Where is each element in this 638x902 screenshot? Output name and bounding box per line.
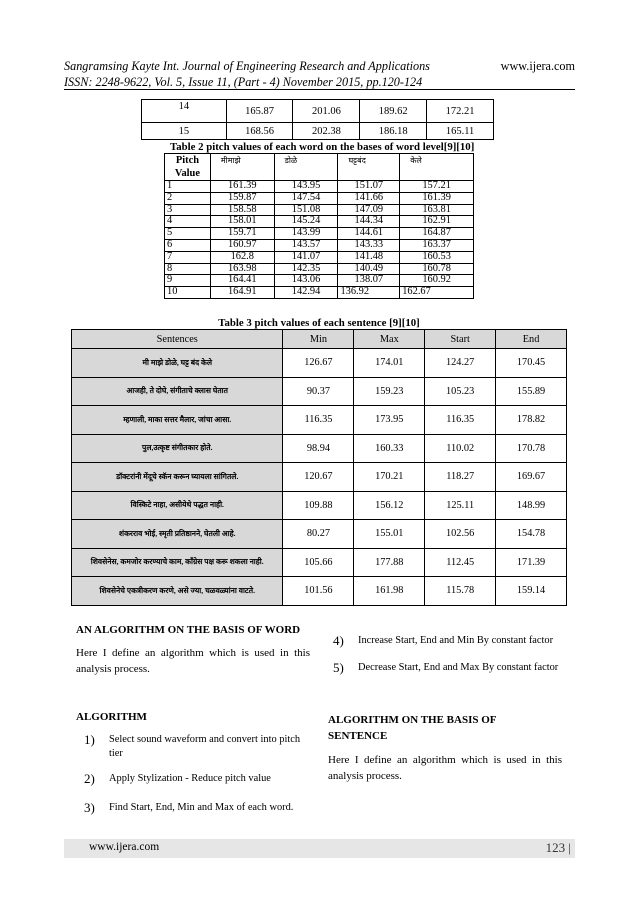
table-cell: 155.89 (496, 377, 567, 406)
header-line: Pitch (175, 155, 199, 166)
table-cell: 141.66 (338, 192, 400, 204)
table-cell: 14 (142, 100, 227, 123)
section-title-word-algorithm: AN ALGORITHM ON THE BASIS OF WORD (76, 624, 301, 636)
sentence-cell: शिवसेनेचे एकत्रीकरण करणे, असे ज्या, चळवळ्यांना वाटते. (72, 577, 283, 606)
table-cell: 170.78 (496, 434, 567, 463)
table-cell: 178.82 (496, 406, 567, 435)
table-row (165, 263, 474, 275)
table-cell: 160.78 (400, 263, 474, 275)
table-cell: 3 (165, 204, 211, 216)
table-cell: 9 (165, 275, 211, 287)
table-cell: 156.12 (354, 491, 425, 520)
table-cell: 165.87 (226, 100, 293, 123)
table-cell: 172.21 (427, 100, 494, 123)
journal-website[interactable]: www.ijera.com (500, 59, 575, 73)
section-paragraph: Here I define an algorithm which is used in this analysis process. (328, 754, 562, 782)
table-cell: 161.98 (354, 577, 425, 606)
table-cell: 144.34 (338, 216, 400, 228)
table-cell: 115.78 (425, 577, 496, 606)
table-cell: 5 (165, 228, 211, 240)
table-cell: 110.02 (425, 434, 496, 463)
table-cell: 8 (165, 263, 211, 275)
table-cell: 162.67 (400, 287, 474, 299)
table-row (72, 548, 567, 577)
table-3-sentence-pitch (71, 329, 567, 606)
table-cell: 159.87 (210, 192, 274, 204)
table-cell: 202.38 (293, 123, 360, 140)
table-cell: 140.49 (338, 263, 400, 275)
sentence-cell: म्हणाली, माका सत्तर मैलार, जांचा आसा. (72, 406, 283, 435)
column-header: डोळे (274, 154, 338, 181)
table-cell: 147.54 (274, 192, 338, 204)
table-cell: 147.09 (338, 204, 400, 216)
table-cell: 143.33 (338, 239, 400, 251)
table-row (165, 204, 474, 216)
table-row (165, 275, 474, 287)
table-cell: 126.67 (283, 349, 354, 378)
column-header: Min (283, 330, 354, 349)
table-cell: 157.21 (400, 181, 474, 193)
table-cell: 159.23 (354, 377, 425, 406)
table-cell: 171.39 (496, 548, 567, 577)
table-cell: 145.24 (274, 216, 338, 228)
list-number: 5) (333, 660, 344, 675)
table-row (72, 577, 567, 606)
table-row (165, 239, 474, 251)
column-header-pitch-value (165, 154, 211, 181)
table-cell: 118.27 (425, 463, 496, 492)
table-cell: 158.01 (210, 216, 274, 228)
table-row (72, 434, 567, 463)
list-text: Find Start, End, Min and Max of each word. (109, 802, 294, 813)
list-number: 4) (333, 633, 344, 648)
journal-citation (64, 58, 484, 90)
footer-website[interactable]: www.ijera.com (89, 841, 160, 853)
sentence-cell: डॉक्टरांनी मेंदूचे स्कॅन करून घ्यायला सांगितले. (72, 463, 283, 492)
table-cell: 143.99 (274, 228, 338, 240)
list-number: 1) (84, 732, 95, 747)
table-cell: 162.8 (210, 251, 274, 263)
table-cell: 170.21 (354, 463, 425, 492)
table-row (165, 228, 474, 240)
section-paragraph: Here I define an algorithm which is used in this analysis process. (76, 647, 310, 675)
sentence-cell: विस्किटे नाहा, असीयेथे पद्धत नाही. (72, 491, 283, 520)
table-cell: 141.48 (338, 251, 400, 263)
table-cell: 116.35 (283, 406, 354, 435)
table-cell: 124.27 (425, 349, 496, 378)
column-header: घट्टबंद (338, 154, 400, 181)
table-cell: 15 (142, 123, 227, 140)
table-cell: 112.45 (425, 548, 496, 577)
table-cell: 120.67 (283, 463, 354, 492)
table-cell: 2 (165, 192, 211, 204)
sentence-cell: शंकरराव भोई, स्मृती प्रतिष्ठानने, घेतली आहे. (72, 520, 283, 549)
table-cell: 160.97 (210, 239, 274, 251)
column-header: मीमाझे (210, 154, 274, 181)
table-cell: 109.88 (283, 491, 354, 520)
table-cell: 163.81 (400, 204, 474, 216)
table-cell: 151.07 (338, 181, 400, 193)
table-cell: 158.58 (210, 204, 274, 216)
table-cell: 186.18 (360, 123, 427, 140)
table-row (165, 287, 474, 299)
table-cell: 170.45 (496, 349, 567, 378)
table-row (72, 463, 567, 492)
page-footer (64, 839, 575, 858)
list-item (84, 801, 314, 815)
table-row (165, 216, 474, 228)
journal-line-1: Sangramsing Kayte Int. Journal of Engineering Research and Applications (64, 59, 430, 73)
header-divider (64, 89, 575, 90)
table-cell: 142.35 (274, 263, 338, 275)
table-row (142, 123, 494, 140)
table-cell: 143.06 (274, 275, 338, 287)
table-cell: 7 (165, 251, 211, 263)
page-number: 123 | (545, 840, 571, 855)
table-cell: 168.56 (226, 123, 293, 140)
table-header-row (165, 154, 474, 181)
list-text: Decrease Start, End and Max By constant factor (358, 662, 559, 673)
column-header: Start (425, 330, 496, 349)
table-cell: 161.39 (400, 192, 474, 204)
table-cell: 148.99 (496, 491, 567, 520)
table-row (72, 520, 567, 549)
table-row (72, 491, 567, 520)
sentence-cell: आजही, ते दोघे, संगीताचे क्लास घेतात (72, 377, 283, 406)
table-2-caption: Table 2 pitch values of each word on the bases of word level[9][10] (170, 141, 475, 153)
table-cell: 163.37 (400, 239, 474, 251)
table-cell: 174.01 (354, 349, 425, 378)
column-header: Sentences (72, 330, 283, 349)
table-cell: 80.27 (283, 520, 354, 549)
list-text: Apply Stylization - Reduce pitch value (109, 773, 271, 784)
table-cell: 160.92 (400, 275, 474, 287)
table-cell: 102.56 (425, 520, 496, 549)
table-cell: 165.11 (427, 123, 494, 140)
table-cell: 136.92 (338, 287, 400, 299)
list-number: 3) (84, 800, 95, 815)
table-cell: 201.06 (293, 100, 360, 123)
header-line: Value (174, 168, 200, 179)
table-cell: 160.33 (354, 434, 425, 463)
table-row (165, 192, 474, 204)
table-cell: 161.39 (210, 181, 274, 193)
table-cell: 90.37 (283, 377, 354, 406)
table-cell: 160.53 (400, 251, 474, 263)
table-2-word-pitch (164, 153, 474, 299)
section-title-algorithm: ALGORITHM (76, 711, 147, 723)
table-cell: 155.01 (354, 520, 425, 549)
table-cell: 159.71 (210, 228, 274, 240)
table-cell: 6 (165, 239, 211, 251)
table-cell: 144.61 (338, 228, 400, 240)
list-item (84, 772, 314, 786)
section-title-sentence-algorithm: ALGORITHM ON THE BASIS OF SENTENCE (328, 714, 497, 742)
table-cell: 189.62 (360, 100, 427, 123)
sentence-cell: मी माझे डोळे, घट्ट बंद केले (72, 349, 283, 378)
table-cell: 141.07 (274, 251, 338, 263)
table-cell: 4 (165, 216, 211, 228)
table-cell: 125.11 (425, 491, 496, 520)
list-item (333, 661, 573, 675)
table-cell: 164.41 (210, 275, 274, 287)
table-cell: 163.98 (210, 263, 274, 275)
table-cell: 1 (165, 181, 211, 193)
list-text: Increase Start, End and Min By constant factor (358, 635, 554, 646)
table-cell: 116.35 (425, 406, 496, 435)
table-row (165, 181, 474, 193)
table-cell: 159.14 (496, 577, 567, 606)
table-cell: 169.67 (496, 463, 567, 492)
column-header: केले (400, 154, 474, 181)
table-cell: 164.91 (210, 287, 274, 299)
sentence-cell: शिवसेनेस, कमजोर करण्याचे काम, कॉंग्रेस पक्ष करू शकला नाही. (72, 548, 283, 577)
column-header: Max (354, 330, 425, 349)
table-header-row (72, 330, 567, 349)
table-cell: 138.07 (338, 275, 400, 287)
table-cell: 154.78 (496, 520, 567, 549)
sentence-cell: पुल,उत्कृष्ट संगीतकार होते. (72, 434, 283, 463)
table-cell: 143.95 (274, 181, 338, 193)
table-cell: 105.66 (283, 548, 354, 577)
table-row (142, 100, 494, 123)
table-cell: 105.23 (425, 377, 496, 406)
list-number: 2) (84, 771, 95, 786)
journal-line-2: ISSN: 2248-9622, Vol. 5, Issue 11, (Part - 4) November 2015, pp.120-124 (64, 75, 423, 89)
table-row (72, 377, 567, 406)
table-cell: 173.95 (354, 406, 425, 435)
table-cell: 98.94 (283, 434, 354, 463)
table-row (165, 251, 474, 263)
table-cell: 143.57 (274, 239, 338, 251)
table-cell: 162.91 (400, 216, 474, 228)
list-item (333, 634, 573, 648)
table-cell: 164.87 (400, 228, 474, 240)
column-header: End (496, 330, 567, 349)
table-row (72, 349, 567, 378)
table-cell: 142.94 (274, 287, 338, 299)
table-cell: 177.88 (354, 548, 425, 577)
table-3-caption: Table 3 pitch values of each sentence [9][10] (218, 317, 420, 329)
table-cell: 10 (165, 287, 211, 299)
table-1-continuation (141, 99, 494, 140)
table-cell: 151.08 (274, 204, 338, 216)
table-cell: 101.56 (283, 577, 354, 606)
list-text: Select sound waveform and convert into pitch tier (109, 734, 301, 759)
table-row (72, 406, 567, 435)
list-item (84, 733, 314, 761)
